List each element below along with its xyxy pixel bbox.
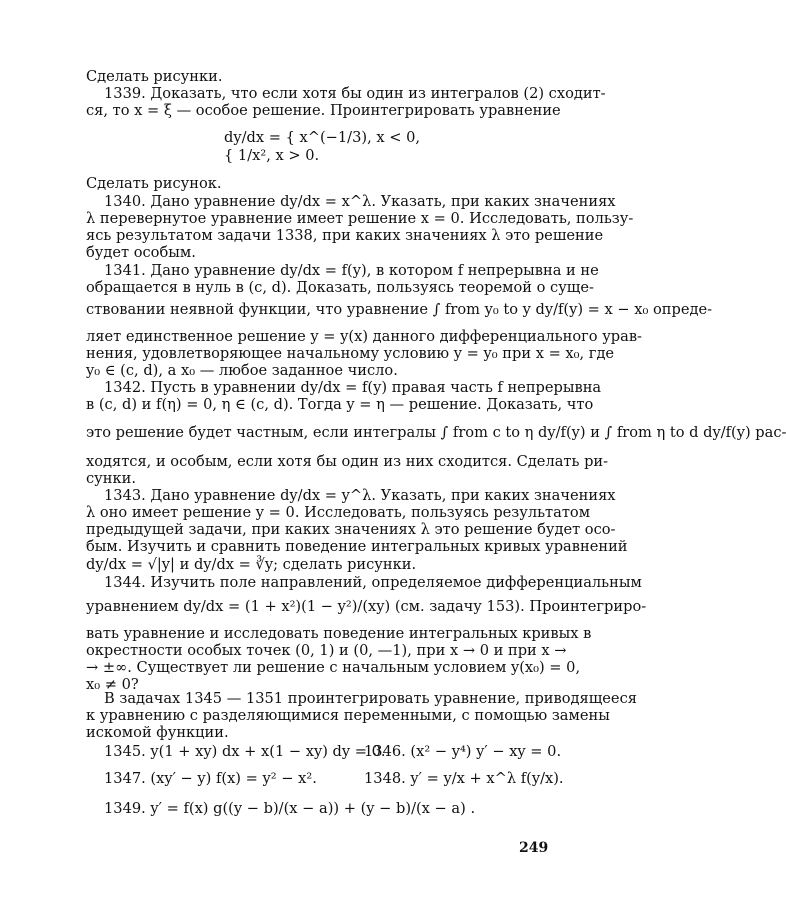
problem-1345: 1345. y(1 + xy) dx + x(1 − xy) dy = 0. <box>104 743 386 760</box>
equation-line: { 1/x², x > 0. <box>224 147 320 164</box>
text-line: λ перевернутое уравнение имеет решение x = 0. Исследовать, пользу- <box>86 210 634 227</box>
text-line: Сделать рисунки. <box>86 68 223 85</box>
text-line: сунки. <box>86 470 136 487</box>
problem-1342: 1342. Пусть в уравнении dy/dx = f(y) правая часть f непрерывна <box>104 379 602 396</box>
text-line: λ оно имеет решение y = 0. Исследовать, пользуясь результатом <box>86 504 591 521</box>
text-line: предыдущей задачи, при каких значениях λ это решение будет осо- <box>86 521 616 538</box>
problem-1348: 1348. y′ = y/x + x^λ f(y/x). <box>364 770 564 787</box>
text-line: искомой функции. <box>86 724 229 741</box>
problem-1344: 1344. Изучить поле направлений, определяемое дифференциальным <box>104 574 642 591</box>
text-line: обращается в нуль в (c, d). Доказать, пользуясь теоремой о суще- <box>86 279 594 296</box>
text-line: нения, удовлетворяющее начальному условию y = y₀ при x = x₀, где <box>86 345 615 362</box>
problem-1339: 1339. Доказать, что если хотя бы один из интегралов (2) сходит- <box>104 85 606 102</box>
instruction-1345-1351: В задачах 1345 — 1351 проинтегрировать уравнение, приводящееся <box>104 690 637 707</box>
problem-1346: 1346. (x² − y⁴) y′ − xy = 0. <box>364 743 562 760</box>
text-line: ходятся, и особым, если хотя бы один из них сходится. Сделать ри- <box>86 453 609 470</box>
text-line: dy/dx = √|y| и dy/dx = ∛y; сделать рисунки. <box>86 556 417 573</box>
page-number: 249 <box>519 840 549 856</box>
text-line: к уравнению с разделяющимися переменными, с помощью замены <box>86 707 610 724</box>
text-line: в (c, d) и f(η) = 0, η ∈ (c, d). Тогда y = η — решение. Доказать, что <box>86 396 594 413</box>
text-line: ствовании неявной функции, что уравнение ∫ from y₀ to y dy/f(y) = x − x₀ опреде- <box>86 301 713 318</box>
text-line: окрестности особых точек (0, 1) и (0, —1), при x → 0 и при x → <box>86 642 567 659</box>
text-line: это решение будет частным, если интегралы ∫ from c to η dy/f(y) и ∫ from η to d dy/f(y) рас- <box>86 424 786 441</box>
text-line: Сделать рисунок. <box>86 175 222 192</box>
problem-1340: 1340. Дано уравнение dy/dx = x^λ. Указать, при каких значениях <box>104 193 616 210</box>
problem-1347: 1347. (xy′ − y) f(x) = y² − x². <box>104 770 317 787</box>
problem-1343: 1343. Дано уравнение dy/dx = y^λ. Указать, при каких значениях <box>104 487 616 504</box>
text-line: ясь результатом задачи 1338, при каких значениях λ это решение <box>86 227 604 244</box>
problem-1349: 1349. y′ = f(x) g((y − b)/(x − a)) + (y − b)/(x − a) . <box>104 800 476 817</box>
text-line: ся, то x = ξ — особое решение. Проинтегрировать уравнение <box>86 102 561 119</box>
text-line: ляет единственное решение y = y(x) данного дифференциального урав- <box>86 328 642 345</box>
equation-line: dy/dx = { x^(−1/3), x < 0, <box>224 129 421 146</box>
text-line: x₀ ≠ 0? <box>86 676 139 693</box>
text-line: y₀ ∈ (c, d), а x₀ — любое заданное число. <box>86 362 398 379</box>
text-line: вать уравнение и исследовать поведение интегральных кривых в <box>86 625 592 642</box>
text-line: бым. Изучить и сравнить поведение интегральных кривых уравнений <box>86 538 628 555</box>
text-line: → ±∞. Существует ли решение с начальным условием y(x₀) = 0, <box>86 659 581 676</box>
problem-1341: 1341. Дано уравнение dy/dx = f(y), в котором f непрерывна и не <box>104 262 599 279</box>
text-line: уравнением dy/dx = (1 + x²)(1 − y²)/(xy) (см. задачу 153). Проинтегриро- <box>86 598 647 615</box>
text-line: будет особым. <box>86 244 196 261</box>
